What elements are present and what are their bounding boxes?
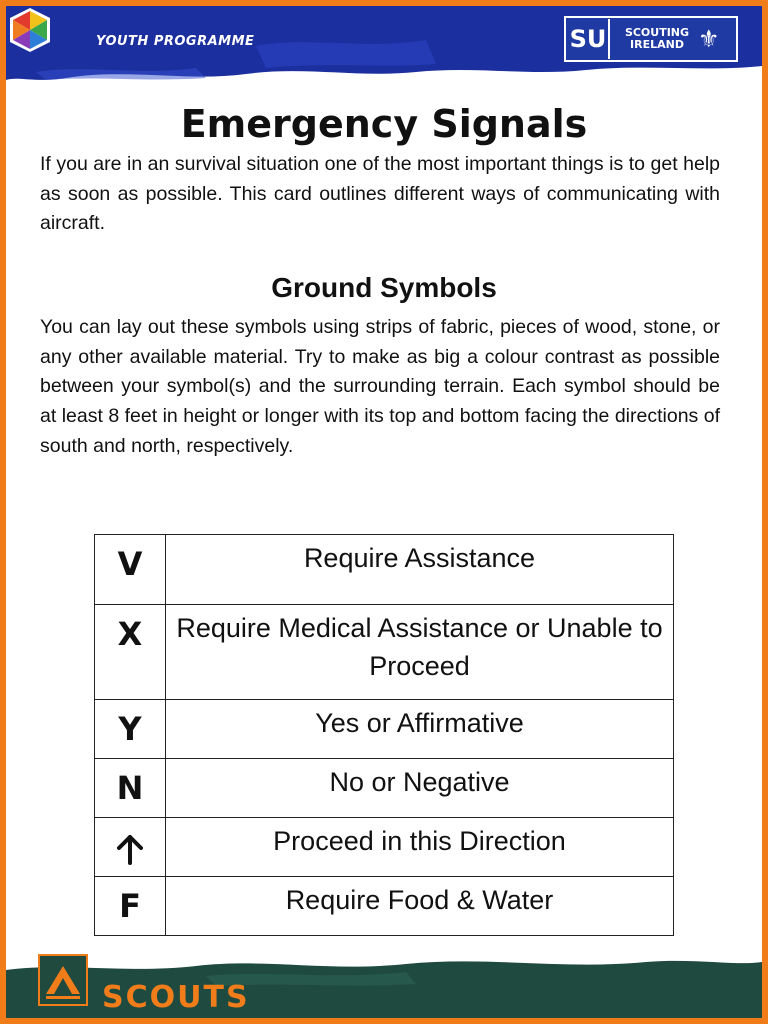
meaning-cell: Proceed in this Direction: [166, 818, 674, 877]
si-monogram: SU: [568, 19, 610, 59]
table-row: [95, 535, 674, 605]
symbol-cell: Y: [95, 700, 166, 759]
ground-symbols-table: [94, 534, 674, 936]
symbol-cell: [95, 818, 166, 877]
programme-label: YOUTH PROGRAMME: [96, 34, 255, 49]
org-name-line2: IRELAND: [630, 38, 684, 51]
arrow-up-icon: [117, 833, 143, 865]
section-heading: Ground Symbols: [271, 272, 497, 303]
org-name: [618, 27, 696, 51]
header-banner: [6, 6, 762, 86]
youth-programme-logo-icon: [6, 6, 54, 54]
meaning-cell: Require Medical Assistance or Unable to Proceed: [166, 605, 674, 700]
table-row: [95, 700, 674, 759]
table-row: [95, 818, 674, 877]
table-row: [95, 877, 674, 936]
symbol-cell: X: [95, 605, 166, 700]
symbol-cell: F: [95, 877, 166, 936]
scouting-ireland-logo: [564, 16, 738, 62]
footer-banner: [6, 950, 762, 1018]
scouts-brand: SCOUTS: [102, 980, 250, 1015]
symbol-cell: V: [95, 535, 166, 605]
table-row: [95, 605, 674, 700]
meaning-cell: Yes or Affirmative: [166, 700, 674, 759]
intro-paragraph: If you are in an survival situation one of the most important things is to get help as soon as possible. This card outlines different ways of communicating with aircraft.: [40, 153, 720, 235]
meaning-cell: Require Food & Water: [166, 877, 674, 936]
meaning-cell: Require Assistance: [166, 535, 674, 605]
fleur-de-lis-icon: ⚜: [698, 25, 720, 53]
page-title: Emergency Signals: [180, 102, 588, 146]
scouts-badge-icon: [38, 954, 88, 1006]
symbol-cell: N: [95, 759, 166, 818]
meaning-cell: No or Negative: [166, 759, 674, 818]
table-row: [95, 759, 674, 818]
org-name-line1: SCOUTING: [624, 26, 690, 39]
section-paragraph: You can lay out these symbols using strips of fabric, pieces of wood, stone, or any other available material. Try to make as big a colour contrast as possible between your symbol(s) and the surrounding terrain. Each symbol should be at least 8 feet in height or longer with its top and bottom facing the directions of south and north, respectively.: [40, 316, 720, 457]
